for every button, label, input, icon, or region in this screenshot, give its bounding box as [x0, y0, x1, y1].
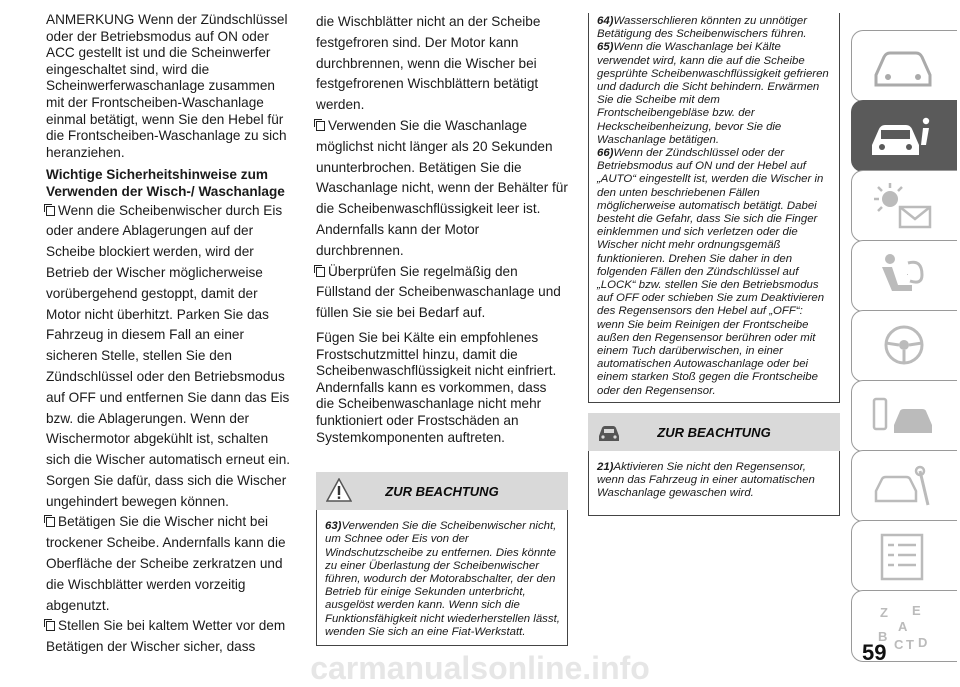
bullet-paragraph: Verwenden Sie die Waschanlage möglichst nicht länger als 20 Sekunden ununterbrochen. Betätigen Sie die Waschanlage nicht, wenn der Behälter für die Scheibenwaschflüssigkeit leer ist. Andernfalls kann der Motor durchbrennen. — [316, 117, 568, 258]
note-65: 65)Wenn die Waschanlage bei Kälte verwendet wird, kann die auf die Scheibe gesprühte Scheibenwaschflüssigkeit gefrieren und dadurch die Sicht behindern. Erwärmen Sie die Scheibe mit dem Frontscheibengebläse bzw. der Heckscheibenheizung, bevor Sie die Waschanlage betätigen. — [597, 41, 829, 146]
text-column-3 — [588, 13, 840, 516]
note-21: 21)Aktivieren Sie nicht den Regensensor, wenn das Fahrzeug in einer automatischen Waschanlage gewaschen wird. — [597, 460, 815, 500]
watermark: carmanualsonline.info — [310, 650, 650, 686]
tab-car-breakdown[interactable] — [851, 380, 957, 452]
tab-airbag-seat[interactable] — [851, 240, 957, 312]
warning-title: ZUR BEACHTUNG — [385, 484, 499, 500]
svg-text:A: A — [898, 619, 908, 634]
bullet-icon — [46, 206, 55, 216]
bullet-paragraph: Wenn die Scheibenwischer durch Eis oder andere Ablagerungen auf der Scheibe blockiert werden, wird der Betrieb der Wischer möglicherweise vorübergehend gestoppt, damit der Motor nicht überhitzt. Parken Sie das Fahrzeug in diesem Fall an einer sicheren Stelle, stellen Sie den Zündschlüssel oder den Betriebsmodus auf OFF und entfernen Sie dann das Eis bzw. die Ablagerungen. Wenn der Wischermotor abgekühlt ist, schalten sich die Wischer automatisch erneut ein. Sorgen Sie dafür, dass sich die Wischer ungehindert bewegen können. — [46, 202, 291, 509]
svg-text:T: T — [906, 637, 914, 652]
antifreeze-paragraph: Fügen Sie bei Kälte ein empfohlenes Frostschutzmittel hinzu, damit die Scheibenwaschflüssigkeit nicht einfriert. Andernfalls kann es vorkommen, dass die Scheibenwaschanlage nicht mehr funktioniert oder Frostschäden an Systemkomponenten auftreten. — [316, 329, 557, 445]
page-number: 59 — [862, 640, 887, 665]
car-info-icon — [868, 111, 938, 163]
steering-wheel-icon — [868, 321, 938, 373]
tab-checklist[interactable] — [851, 520, 957, 592]
warning-note: 63)Verwenden Sie die Scheibenwischer nicht, um Schnee oder Eis von der Windschutzscheibe zu entfernen. Dies könnte zu einer Überlastung der Scheibenwischer führen, wodurch der Motorabschalter, der den Betrieb für einige Sekunden unterbricht, ausgelöst werden kann. Wenn sich die Funktionsfähigkeit nicht wiederherstellen lässt, wenden Sie sich an eine Fiat-Werkstatt. — [325, 520, 560, 638]
note-64: 64)Wasserschlieren könnten zu unnötiger Betätigung des Scheibenwischers führen. — [597, 15, 808, 41]
svg-text:E: E — [912, 603, 921, 618]
svg-text:D: D — [918, 635, 928, 650]
svg-text:·: · — [906, 269, 909, 279]
car-breakdown-icon — [868, 391, 938, 443]
warning-box — [316, 510, 568, 646]
tab-sun-light[interactable] — [851, 170, 957, 242]
bullet-paragraph: Stellen Sie bei kaltem Wetter vor dem Betätigen der Wischer sicher, dass — [46, 618, 286, 655]
bullet-paragraph: Betätigen Sie die Wischer nicht bei trockener Scheibe. Andernfalls kann die Oberfläche der Scheibe zerkratzen und die Wischblätter werden vorzeitig abgenutzt. — [46, 514, 286, 613]
svg-text:Z: Z — [880, 605, 888, 620]
note-title: ZUR BEACHTUNG — [657, 424, 771, 440]
bullet-icon — [316, 121, 325, 131]
tab-steering-wheel[interactable] — [851, 310, 957, 382]
airbag-seat-icon — [868, 251, 938, 303]
section-heading: Wichtige Sicherheitshinweise zum Verwenden der Wisch-/ Waschanlage — [46, 167, 285, 199]
warning-banner — [316, 472, 568, 510]
text-column-2 — [316, 12, 568, 646]
sun-light-icon — [868, 181, 938, 233]
note-banner — [588, 413, 840, 451]
bullet-icon — [316, 267, 325, 277]
note-box — [588, 451, 840, 516]
anmerkung-paragraph: ANMERKUNG Wenn der Zündschlüssel oder der Betriebsmodus auf ON oder ACC gestellt ist und die Scheinwerfer eingeschaltet sind, wird die Scheinwerferwaschanlage zusammen mit der Frontscheiben-Waschanlage einmal betätigt, wenn Sie den Hebel für die Frontscheiben-Waschanlage zu sich heranziehen. — [46, 12, 288, 160]
note-66: 66)Wenn der Zündschlüssel oder der Betriebsmodus auf ON und der Hebel auf „AUTO“ eingestellt ist, werden die Wischer in den unten beschriebenen Fällen möglicherweise automatisch betätigt. Dabei besteht die Gefahr, dass Sie sich die Finger einklemmen und sich verletzen oder die Wischer nicht mehr ordnungsgemäß funktionieren. Drehen Sie daher in den folgenden Fällen den Zündschlüssel auf „LOCK“ bzw. stellen Sie den Betriebsmodus auf OFF oder schieben Sie zum Deaktivieren des Regensensors den Hebel auf „OFF“: wenn Sie beim Reinigen der Frontscheibe außen den Regensensor berühren oder mit einem Tuch darüberwischen, in einer automatischen Autowaschanlage oder bei einem starken Stoß gegen die Frontscheibe oder den Regensensor. — [597, 147, 825, 397]
tab-car-info[interactable] — [851, 100, 957, 172]
car-dashboard-icon — [868, 41, 938, 93]
bullet-icon — [46, 621, 55, 631]
tab-car-service[interactable] — [851, 450, 957, 522]
svg-text:C: C — [894, 637, 904, 652]
checklist-icon — [868, 531, 938, 583]
tab-car-dashboard[interactable] — [851, 30, 957, 102]
bullet-paragraph: Überprüfen Sie regelmäßig den Füllstand der Scheibenwaschanlage und füllen Sie sie bei Bedarf auf. — [316, 263, 561, 321]
svg-text:B: B — [878, 629, 888, 644]
bullet-continuation: die Wischblätter nicht an der Scheibe festgefroren sind. Der Motor kann durchbrennen, wenn die Wischer bei festgefrorenen Wischblättern betätigt werden. — [316, 14, 541, 113]
bullet-icon — [46, 517, 55, 527]
car-service-wrench-icon — [868, 461, 938, 513]
notes-box — [588, 13, 840, 403]
text-column-1 — [46, 12, 296, 658]
